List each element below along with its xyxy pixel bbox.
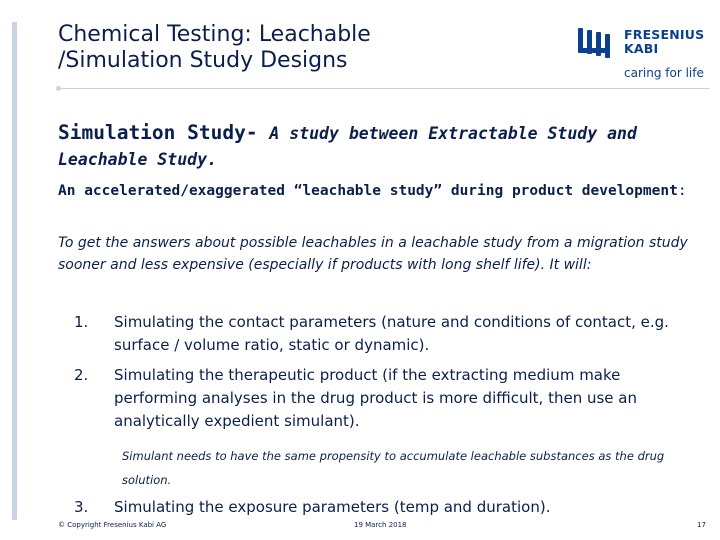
fresenius-logo-mark-icon xyxy=(576,26,620,62)
list-text: Simulating the therapeutic product (if the extracting medium make performing analyses in the drug product is more difficult, then use an analytically expedient simulant). xyxy=(114,366,638,430)
intro-paragraph xyxy=(58,180,708,202)
logo-tagline: caring for life xyxy=(624,66,704,80)
logo-name-line-1: FRESENIUS xyxy=(624,27,705,42)
heading-description: A study between Extractable Study and Leachable Study. xyxy=(58,124,637,169)
list-text: Simulating the contact parameters (nature and conditions of contact, e.g. surface / volume ratio, static or dynamic). xyxy=(114,313,669,354)
footer-date: 19 March 2018 xyxy=(354,521,407,529)
footer-copyright: © Copyright Fresenius Kabi AG xyxy=(58,521,167,529)
list-text: Simulating the exposure parameters (temp and duration). xyxy=(114,498,551,516)
title-line-1: Chemical Testing: Leachable xyxy=(58,22,371,47)
heading-term: Simulation Study- xyxy=(58,121,258,144)
title-divider xyxy=(58,88,710,89)
section-heading xyxy=(58,120,698,172)
fresenius-kabi-logo xyxy=(576,26,716,82)
left-accent-bar xyxy=(12,22,17,520)
footer-page-number: 17 xyxy=(697,521,706,529)
list-number: 2. xyxy=(74,366,89,384)
list-number: 3. xyxy=(74,498,89,516)
slide-title xyxy=(58,22,458,74)
simulant-note: Simulant needs to have the same propensity to accumulate leachable substances as the drug solution. xyxy=(122,449,665,487)
logo-wordmark xyxy=(624,28,716,56)
intro-italic-paragraph: To get the answers about possible leachables in a leachable study from a migration study sooner and less expensive (especially if products with long shelf life). It will: xyxy=(58,235,688,273)
intro-bold-text: An accelerated/exaggerated “leachable study” during product development xyxy=(58,183,678,199)
logo-name-line-2: KABI xyxy=(624,41,659,56)
intro-colon: : xyxy=(677,183,687,199)
title-line-2: /Simulation Study Designs xyxy=(58,48,348,73)
list-number: 1. xyxy=(74,313,89,331)
